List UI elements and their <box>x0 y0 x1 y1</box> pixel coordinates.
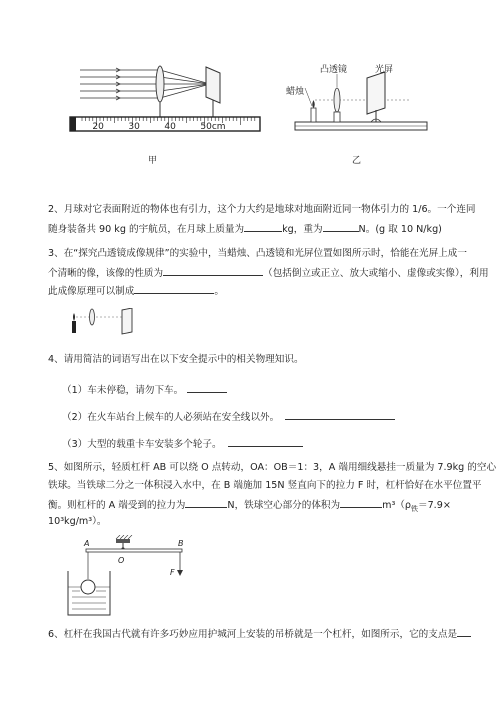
light-screen <box>367 72 385 114</box>
q4-intro: 4、请用简洁的词语写出在以下安全提示中的相关物理知识。 <box>48 354 304 365</box>
q6-line1 <box>48 626 468 641</box>
ruler-tick-label: 20 <box>92 122 104 132</box>
q3-line3 <box>48 283 468 298</box>
q5-text-b: N，铁球空心部分的体积为 <box>227 500 341 511</box>
q5-text-c: m³（ρ <box>382 500 411 511</box>
q2-blank-mass[interactable] <box>244 221 282 232</box>
parallel-rays <box>80 68 210 100</box>
q5-blank-volume[interactable] <box>340 497 382 508</box>
q5-label-A: A <box>84 539 90 548</box>
q3-text-b: （包括倒立或正立、放大或缩小、虚像或实像），利用 <box>263 268 489 279</box>
candle-flame-icon <box>312 100 315 108</box>
q3-blank-device[interactable] <box>134 283 214 294</box>
q2-line2 <box>48 221 468 236</box>
q4-item-1 <box>62 382 482 397</box>
flame-icon <box>73 313 75 321</box>
q5-line1: 5、如图所示，轻质杠杆 AB 可以绕 O 点转动，OA：OB＝1：3，A 端用细线悬挂一质量为 7.9kg 的空心 <box>48 462 497 473</box>
q5-line4: 10³kg/m³）。 <box>48 516 107 527</box>
q5-label-O: O <box>118 556 125 565</box>
ruler-tick-label: 40 <box>164 122 176 132</box>
q4-item-3 <box>62 436 482 451</box>
q3-figure <box>68 308 148 338</box>
q5-lever-figure <box>58 535 198 620</box>
q2-blank-weight[interactable] <box>323 221 359 232</box>
convex-lens <box>156 66 164 102</box>
q2-text-c: N。(g 取 10 N/kg) <box>358 224 442 235</box>
q2-line1: 2、月球对它表面附近的物体也有引力，这个力大约是地球对地面附近同一物体引力的 1/6。一个连同 <box>48 204 476 215</box>
q3-line2 <box>48 265 489 280</box>
q6-blank-fulcrum[interactable] <box>457 626 471 637</box>
q5-text-d: ＝7.9× <box>417 500 451 511</box>
screen <box>206 67 220 103</box>
figure-yi-caption: 乙 <box>352 156 362 166</box>
q5-label-B: B <box>178 539 184 548</box>
q3-text-a: 个清晰的像，该像的性质为 <box>48 268 164 279</box>
q4-blank-1[interactable] <box>187 382 227 393</box>
q3-text-c: 此成像原理可以制成 <box>48 286 135 297</box>
label-lens: 凸透镜 <box>320 65 348 75</box>
q5-label-F: F <box>170 568 175 577</box>
figure-jia-caption: 甲 <box>148 156 158 166</box>
q2-text-b: kg，重为 <box>282 224 323 235</box>
q4-item-1-text: （1）车未停稳，请勿下车。 <box>62 385 184 396</box>
q5-blank-force[interactable] <box>185 497 227 508</box>
q4-item-2 <box>62 409 482 424</box>
q3-text-d: 。 <box>214 286 224 297</box>
q5-line2: 铁球。当铁球二分之一体积浸入水中，在 B 端施加 15N 竖直向下的拉力 F 时，杠杆恰好在水平位置平 <box>48 480 482 491</box>
figure-yi <box>285 60 435 145</box>
q4-blank-3[interactable] <box>228 436 303 447</box>
lever-bar <box>86 549 182 552</box>
q5-line3 <box>48 497 468 516</box>
candle <box>311 108 316 122</box>
q3-line1: 3、在“探究凸透镜成像规律”的实验中，当蜡烛、凸透镜和光屏位置如图所示时，恰能在光屏上成一 <box>48 248 467 259</box>
ruler-tick-label: 30 <box>128 122 140 132</box>
label-candle: 蜡烛 <box>286 87 305 97</box>
q4-blank-2[interactable] <box>285 409 395 420</box>
q2-text-a: 随身装备共 90 kg 的宇航员，在月球上质量为 <box>48 224 245 235</box>
ruler-tick-label: 50cm <box>200 122 226 132</box>
q6-text: 6、杠杆在我国古代就有许多巧妙应用护城河上安装的吊桥就是一个杠杆，如图所示，它的支点是 <box>48 629 458 640</box>
q4-item-2-text: （2）在火车站台上候车的人必须站在安全线以外。 <box>62 412 280 423</box>
q5-subscript: 铁 <box>410 504 418 513</box>
label-screen: 光屏 <box>375 65 394 75</box>
lens <box>334 88 340 112</box>
q3-blank-image-nature[interactable] <box>163 265 263 276</box>
q4-item-3-text: （3）大型的载重卡车安装多个轮子。 <box>62 439 222 450</box>
q5-text-a: 衡。则杠杆的 A 端受到的拉力为 <box>48 500 186 511</box>
figure-jia <box>60 55 270 170</box>
